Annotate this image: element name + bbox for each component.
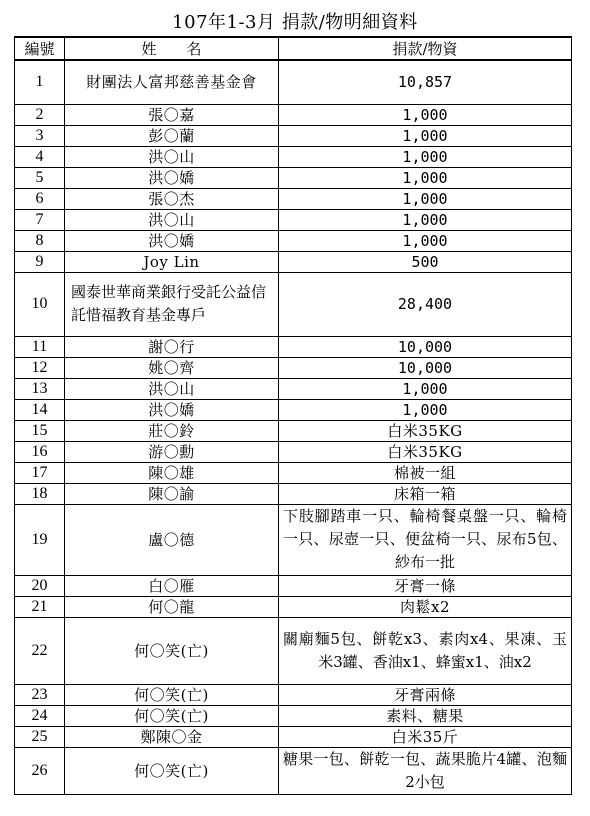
donation-item: 白米35KG xyxy=(279,441,572,462)
row-number: 9 xyxy=(15,251,65,272)
donation-item: 肉鬆x2 xyxy=(279,596,572,617)
table-row xyxy=(15,483,572,504)
donation-item: 床箱一箱 xyxy=(279,483,572,504)
header-item: 捐款/物資 xyxy=(279,37,572,60)
donation-item: 1,000 xyxy=(279,146,572,167)
donor-name: 國泰世華商業銀行受託公益信託惜福教育基金專戶 xyxy=(65,272,279,336)
donor-name: 何〇笑(亡) xyxy=(65,684,279,705)
donor-name: 何〇笑(亡) xyxy=(65,705,279,726)
donor-name: 姚〇齊 xyxy=(65,357,279,378)
donor-name: 白〇雁 xyxy=(65,575,279,596)
donor-name: 洪〇嬌 xyxy=(65,167,279,188)
row-number: 24 xyxy=(15,705,65,726)
donation-item: 500 xyxy=(279,251,572,272)
table-header-row xyxy=(15,37,572,60)
donation-item: 1,000 xyxy=(279,209,572,230)
row-number: 25 xyxy=(15,726,65,747)
row-number: 14 xyxy=(15,399,65,420)
donor-name: 張〇嘉 xyxy=(65,104,279,125)
table-row xyxy=(15,146,572,167)
donor-name: 洪〇嬌 xyxy=(65,230,279,251)
donor-name: Joy Lin xyxy=(65,251,279,272)
header-no: 編號 xyxy=(15,37,65,60)
table-row xyxy=(15,378,572,399)
table-row xyxy=(15,441,572,462)
table-row xyxy=(15,726,572,747)
table-row xyxy=(15,596,572,617)
donation-table xyxy=(14,36,572,795)
donor-name: 張〇杰 xyxy=(65,188,279,209)
row-number: 18 xyxy=(15,483,65,504)
row-number: 5 xyxy=(15,167,65,188)
row-number: 23 xyxy=(15,684,65,705)
donor-name: 盧〇德 xyxy=(65,504,279,575)
row-number: 8 xyxy=(15,230,65,251)
row-number: 10 xyxy=(15,272,65,336)
table-row xyxy=(15,462,572,483)
table-row xyxy=(15,272,572,336)
table-row xyxy=(15,357,572,378)
row-number: 4 xyxy=(15,146,65,167)
donation-item: 牙膏一條 xyxy=(279,575,572,596)
row-number: 7 xyxy=(15,209,65,230)
donor-name: 莊〇鈴 xyxy=(65,420,279,441)
donor-name: 游〇勳 xyxy=(65,441,279,462)
donation-item: 白米35斤 xyxy=(279,726,572,747)
table-row xyxy=(15,617,572,684)
table-row xyxy=(15,399,572,420)
row-number: 20 xyxy=(15,575,65,596)
donor-name: 謝〇行 xyxy=(65,336,279,357)
header-name: 姓 名 xyxy=(65,37,279,60)
donation-item: 糖果一包、餅乾一包、蔬果脆片4罐、泡麵2小包 xyxy=(279,747,572,794)
row-number: 17 xyxy=(15,462,65,483)
donor-name: 彭〇蘭 xyxy=(65,125,279,146)
table-row xyxy=(15,747,572,794)
donation-item: 1,000 xyxy=(279,167,572,188)
row-number: 13 xyxy=(15,378,65,399)
donation-item: 關廟麵5包、餅乾x3、素肉x4、果凍、玉米3罐、香油x1、蜂蜜x1、油x2 xyxy=(279,617,572,684)
table-row xyxy=(15,575,572,596)
donor-name: 洪〇山 xyxy=(65,146,279,167)
row-number: 2 xyxy=(15,104,65,125)
donor-name: 鄭陳〇金 xyxy=(65,726,279,747)
row-number: 21 xyxy=(15,596,65,617)
table-row xyxy=(15,705,572,726)
table-row xyxy=(15,336,572,357)
row-number: 22 xyxy=(15,617,65,684)
donation-item: 10,857 xyxy=(279,60,572,104)
donation-item: 10,000 xyxy=(279,357,572,378)
row-number: 16 xyxy=(15,441,65,462)
row-number: 11 xyxy=(15,336,65,357)
row-number: 12 xyxy=(15,357,65,378)
row-number: 1 xyxy=(15,60,65,104)
table-row xyxy=(15,684,572,705)
donation-item: 素料、糖果 xyxy=(279,705,572,726)
row-number: 19 xyxy=(15,504,65,575)
table-row xyxy=(15,209,572,230)
table-row xyxy=(15,230,572,251)
row-number: 26 xyxy=(15,747,65,794)
donation-item: 棉被一組 xyxy=(279,462,572,483)
donor-name: 何〇龍 xyxy=(65,596,279,617)
donor-name: 陳〇諭 xyxy=(65,483,279,504)
donation-item: 28,400 xyxy=(279,272,572,336)
donation-item: 1,000 xyxy=(279,104,572,125)
donation-item: 下肢腳踏車一只、輪椅餐桌盤一只、輪椅一只、尿壺一只、便盆椅一只、尿布5包、紗布一批 xyxy=(279,504,572,575)
donation-item: 10,000 xyxy=(279,336,572,357)
donation-item: 白米35KG xyxy=(279,420,572,441)
table-row xyxy=(15,125,572,146)
row-number: 15 xyxy=(15,420,65,441)
donor-name: 財團法人富邦慈善基金會 xyxy=(65,60,279,104)
page-title: 107年1-3月 捐款/物明細資料 xyxy=(172,12,418,33)
donation-item: 1,000 xyxy=(279,188,572,209)
donor-name: 陳〇雄 xyxy=(65,462,279,483)
table-row xyxy=(15,104,572,125)
donor-name: 洪〇嬌 xyxy=(65,399,279,420)
donor-name: 洪〇山 xyxy=(65,378,279,399)
table-row xyxy=(15,60,572,104)
donor-name: 何〇笑(亡) xyxy=(65,747,279,794)
donation-item: 1,000 xyxy=(279,125,572,146)
donor-name: 洪〇山 xyxy=(65,209,279,230)
table-row xyxy=(15,251,572,272)
donation-item: 1,000 xyxy=(279,230,572,251)
table-row xyxy=(15,420,572,441)
row-number: 6 xyxy=(15,188,65,209)
row-number: 3 xyxy=(15,125,65,146)
donation-item: 1,000 xyxy=(279,378,572,399)
donation-item: 1,000 xyxy=(279,399,572,420)
table-row xyxy=(15,167,572,188)
table-row xyxy=(15,504,572,575)
donation-item: 牙膏兩條 xyxy=(279,684,572,705)
donor-name: 何〇笑(亡) xyxy=(65,617,279,684)
table-row xyxy=(15,188,572,209)
